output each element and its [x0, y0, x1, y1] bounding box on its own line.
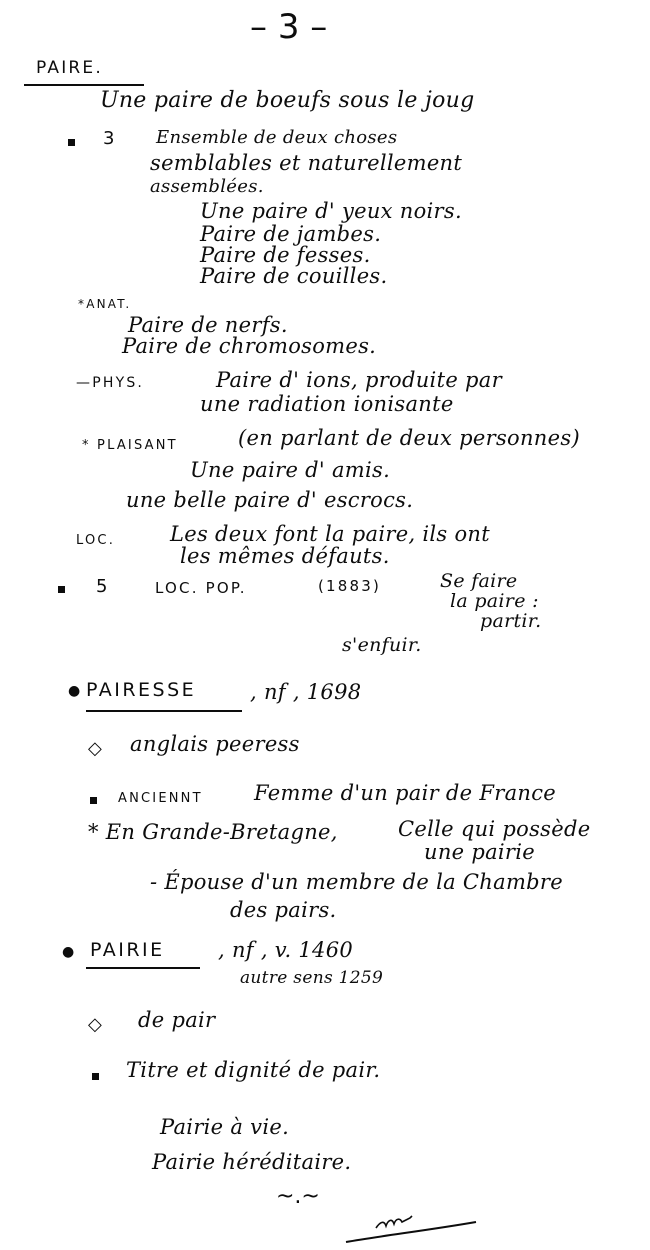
phys-label: —PHYS. — [76, 375, 145, 391]
entry-marker-circle: ● — [62, 944, 75, 960]
sense-marker-square — [92, 1073, 99, 1080]
sense3-def-line3: assemblées. — [150, 176, 264, 197]
sense3-example1: Une paire d' yeux noirs. — [200, 199, 462, 223]
pairesse-epouse-line1: - Épouse d'un membre de la Chambre — [150, 870, 563, 894]
pairesse-epouse-line2: des pairs. — [230, 898, 337, 922]
sense5-line2: la paire : — [450, 590, 539, 612]
sense3-example2: Paire de jambes. — [200, 222, 382, 246]
diamond-icon: ◇ — [88, 1014, 102, 1035]
plaisant-label: * PLAISANT — [82, 438, 178, 453]
pairie-gram: , nf , v. 1460 — [218, 938, 354, 962]
entry-head-pairesse: PAIRESSE — [86, 679, 197, 701]
page-number-value: 3 — [277, 7, 300, 47]
sense-marker-square — [58, 586, 65, 593]
loc-line2: les mêmes défauts. — [180, 544, 390, 568]
sense5-date: (1883) — [318, 577, 382, 595]
entry-head-pairie: PAIRIE — [90, 939, 165, 961]
entry-marker-circle: ● — [68, 683, 81, 699]
sense5-number: 5 — [96, 576, 108, 597]
pairesse-gb-label: * En Grande-Bretagne, — [88, 820, 338, 844]
pairesse-gram: , nf , 1698 — [250, 680, 362, 704]
phys-line1: Paire d' ions, produite par — [216, 368, 502, 392]
sense3-example3: Paire de fesses. — [200, 243, 371, 267]
pairesse-ancien-label: ANCIENNT — [118, 791, 203, 806]
paire-example: Une paire de boeufs sous le joug — [100, 88, 475, 113]
phys-line2: une radiation ionisante — [200, 392, 454, 416]
diamond-icon: ◇ — [88, 738, 102, 759]
pairesse-gb-def2: une pairie — [424, 840, 536, 864]
pairie-def: Titre et dignité de pair. — [126, 1058, 381, 1082]
pairesse-etym: anglais peeress — [130, 732, 300, 756]
footer-tilde-mark: ~.~ — [276, 1184, 320, 1209]
anat-label: *ANAT. — [78, 297, 132, 311]
sense-marker-square — [68, 139, 75, 146]
pairesse-ancien-def: Femme d'un pair de France — [254, 781, 557, 805]
page-number — [250, 7, 328, 47]
loc-line1: Les deux font la paire, ils ont — [170, 522, 490, 546]
anat-example1: Paire de nerfs. — [128, 313, 288, 337]
plaisant-example2: une belle paire d' escrocs. — [126, 488, 414, 512]
sense3-def-line1: Ensemble de deux choses — [156, 127, 398, 148]
pairie-example1: Pairie à vie. — [160, 1115, 290, 1139]
page-number-dash-right: – — [299, 7, 328, 47]
entry-head-paire-underline — [24, 84, 144, 86]
entry-head-pairie-underline — [86, 967, 200, 969]
sense5-line3: partir. — [480, 610, 542, 632]
plaisant-gloss: (en parlant de deux personnes) — [238, 426, 580, 450]
pairie-etym: de pair — [138, 1008, 216, 1032]
pairie-example2: Pairie héréditaire. — [152, 1150, 352, 1174]
entry-head-paire: PAIRE. — [36, 58, 103, 78]
sense3-example4: Paire de couilles. — [200, 264, 388, 288]
sense5-label: LOC. POP. — [155, 579, 247, 597]
sense5-line1: Se faire — [440, 570, 518, 592]
plaisant-example1: Une paire d' amis. — [190, 458, 391, 482]
page-number-dash-left: – — [250, 7, 278, 47]
sense3-def-line2: semblables et naturellement — [150, 151, 463, 175]
signature-flourish — [340, 1200, 490, 1250]
pairesse-gb-def1: Celle qui possède — [398, 817, 591, 841]
entry-head-pairesse-underline — [86, 710, 242, 712]
sense3-number: 3 — [103, 128, 115, 149]
anat-example2: Paire de chromosomes. — [122, 334, 377, 358]
pairie-autre-sens: autre sens 1259 — [240, 968, 384, 988]
sense5-line4: s'enfuir. — [342, 634, 422, 656]
sense-marker-square — [90, 797, 97, 804]
loc-label: LOC. — [76, 533, 116, 548]
